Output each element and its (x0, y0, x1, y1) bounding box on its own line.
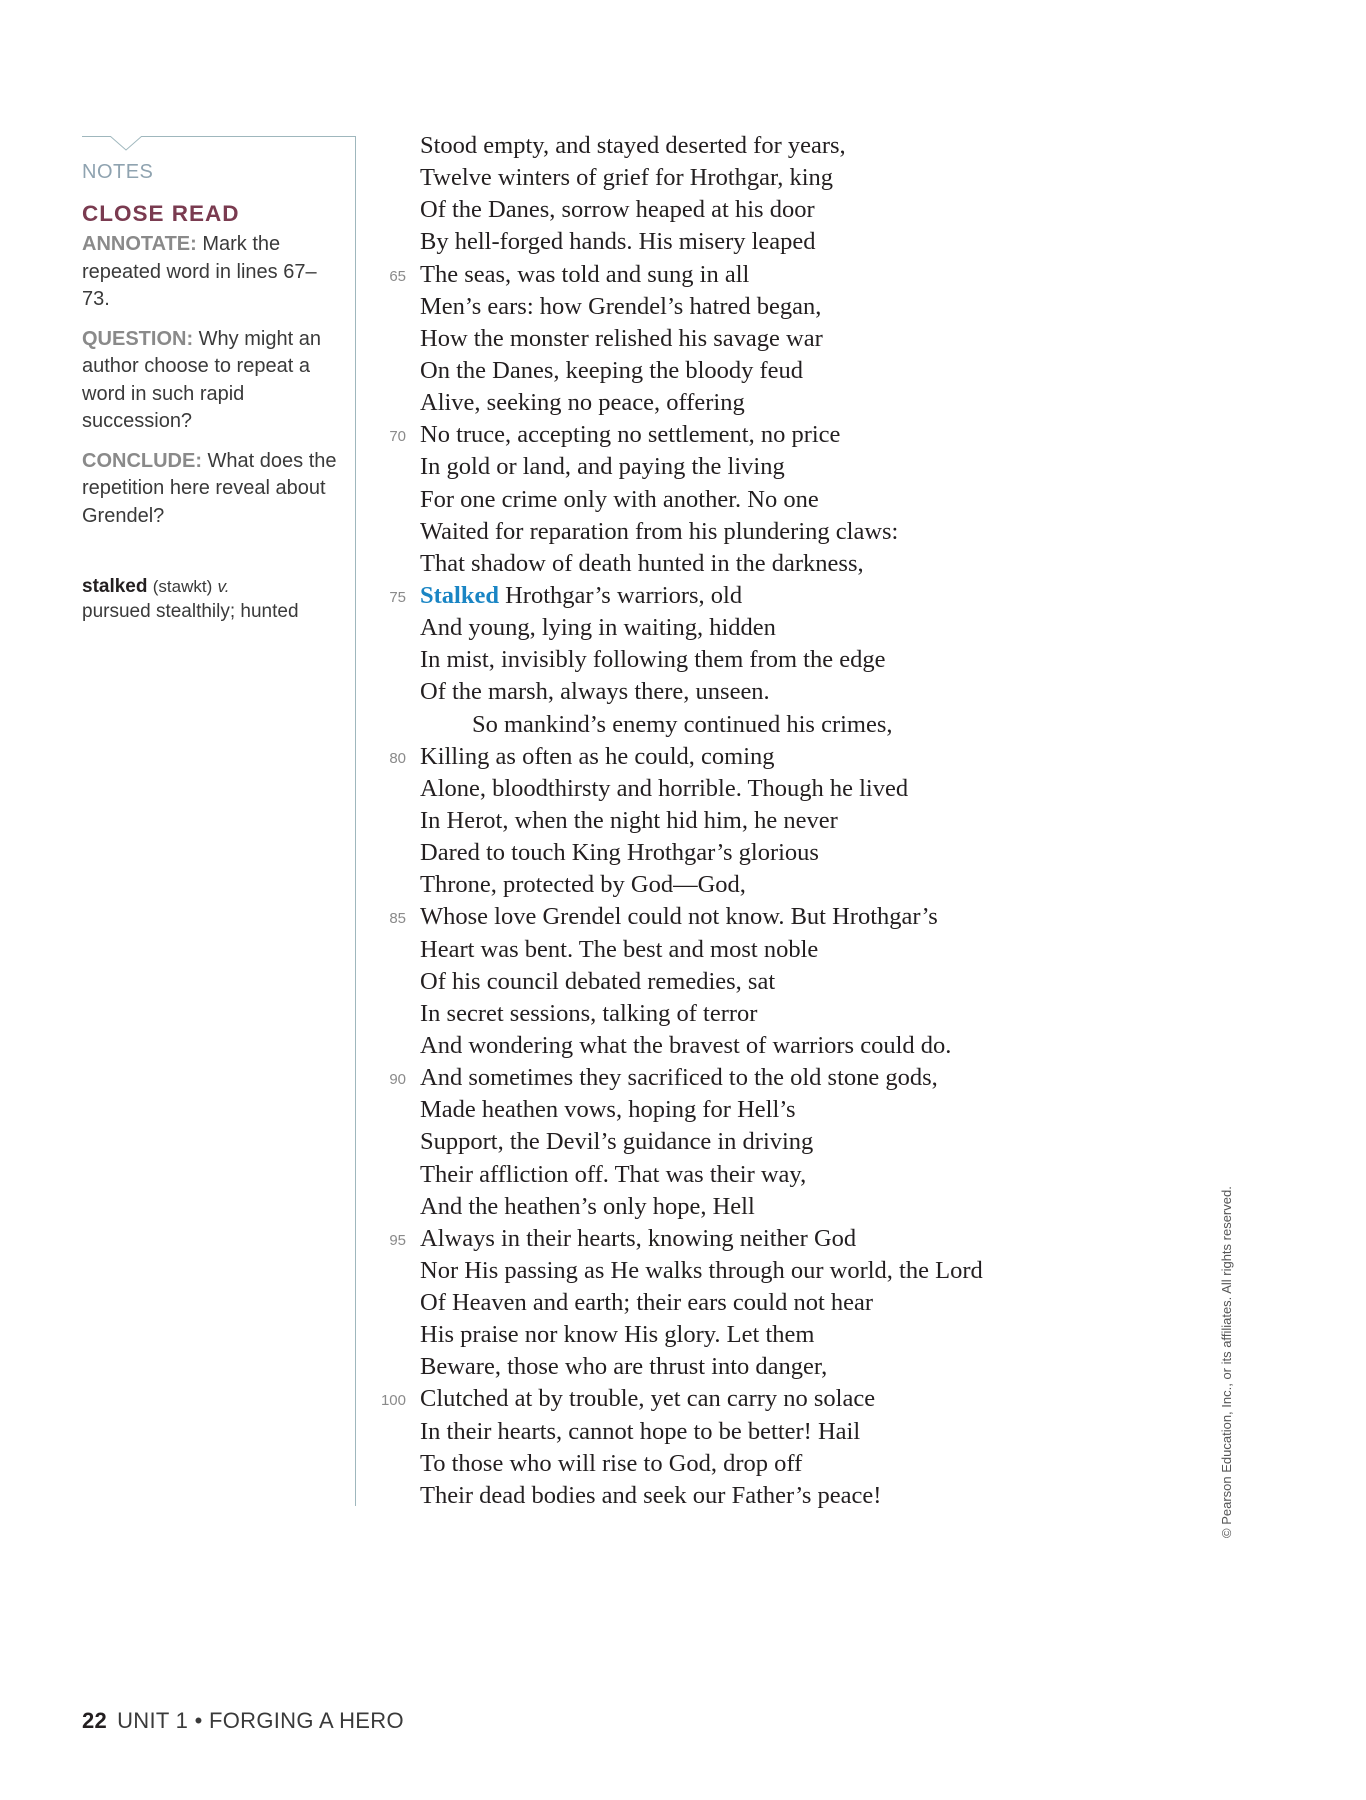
line-words: And sometimes they sacrificed to the old stone gods, (420, 1064, 938, 1092)
line-text (420, 1064, 938, 1091)
poem-line (380, 291, 1100, 323)
line-number: 75 (389, 588, 406, 606)
line-words: Beware, those who are thrust into danger, (420, 1353, 828, 1381)
close-read-panel (82, 201, 344, 624)
poem-text (380, 130, 1100, 1512)
line-text (420, 357, 803, 384)
poem-line (380, 548, 1100, 580)
poem-line (380, 1062, 1100, 1094)
poem-line (380, 1383, 1100, 1415)
line-text (420, 839, 819, 866)
line-text (420, 1096, 796, 1123)
poem-line (380, 580, 1100, 612)
line-text (420, 486, 819, 513)
line-text (420, 1128, 813, 1155)
line-number: 65 (389, 267, 406, 285)
line-text (420, 453, 785, 480)
page-number: 22 (82, 1708, 108, 1733)
line-words: Hrothgar’s warriors, old (498, 581, 743, 609)
poem-line (380, 1319, 1100, 1351)
notch-divider (110, 136, 142, 154)
line-words: And the heathen’s only hope, Hell (420, 1192, 755, 1220)
line-words: Clutched at by trouble, yet can carry no solace (420, 1385, 876, 1413)
poem-line (380, 1223, 1100, 1255)
line-text (420, 196, 815, 223)
line-words: Stood empty, and stayed deserted for years, (420, 132, 846, 159)
line-text (420, 711, 893, 738)
line-text (420, 164, 833, 191)
line-text (420, 421, 840, 448)
line-words: Their affliction off. That was their way, (420, 1160, 807, 1188)
prompt-label: QUESTION: (82, 327, 194, 350)
line-text (420, 550, 864, 577)
line-words: To those who will rise to God, drop off (420, 1449, 803, 1477)
line-words: Of his council debated remedies, sat (420, 967, 776, 995)
poem-line (380, 355, 1100, 387)
line-words: Of Heaven and earth; their ears could not hear (420, 1289, 874, 1317)
line-text (420, 775, 908, 802)
line-text (420, 1450, 802, 1477)
poem-line (380, 1126, 1100, 1158)
poem-line (380, 451, 1100, 483)
line-words: Support, the Devil’s guidance in driving (420, 1128, 814, 1156)
vocab-word: stalked (82, 576, 148, 597)
line-text (420, 132, 846, 159)
poem-line (380, 259, 1100, 291)
line-words: Nor His passing as He walks through our world, the Lord (420, 1256, 983, 1284)
line-text (420, 903, 938, 930)
poem-line (380, 901, 1100, 933)
line-number: 85 (389, 910, 406, 928)
line-words: Whose love Grendel could not know. But Hrothgar’s (420, 903, 938, 931)
line-words: In secret sessions, talking of terror (420, 999, 758, 1027)
poem-line (380, 676, 1100, 708)
line-text (420, 936, 818, 963)
vocab-part-of-speech: v. (217, 577, 230, 596)
line-text (420, 1321, 814, 1348)
line-number: 100 (380, 1392, 406, 1410)
poem-line (380, 1351, 1100, 1383)
line-text (420, 325, 823, 352)
line-number: 70 (389, 428, 406, 446)
line-text (420, 646, 885, 673)
poem-line (380, 998, 1100, 1030)
line-words: On the Danes, keeping the bloody feud (420, 356, 804, 384)
vocab-highlight[interactable]: Stalked (420, 581, 499, 609)
poem-line (380, 1287, 1100, 1319)
line-text (420, 1193, 755, 1220)
poem-line (380, 1448, 1100, 1480)
notes-label: NOTES (82, 161, 154, 183)
line-words: In their hearts, cannot hope to be better! Hail (420, 1417, 861, 1445)
poem-line (380, 805, 1100, 837)
line-words: Waited for reparation from his plundering claws: (420, 517, 899, 545)
poem-line (380, 516, 1100, 548)
line-words: Made heathen vows, hoping for Hell’s (420, 1096, 796, 1124)
line-words: How the monster relished his savage war (420, 324, 823, 352)
line-words: By hell-forged hands. His misery leaped (420, 228, 816, 256)
poem-line (380, 1255, 1100, 1287)
line-words: Men’s ears: how Grendel’s hatred began, (420, 292, 822, 320)
line-text (420, 1482, 881, 1509)
line-text (420, 1257, 983, 1284)
line-words: In gold or land, and paying the living (420, 453, 785, 481)
close-read-heading: CLOSE READ (82, 201, 240, 226)
line-words: Throne, protected by God—God, (420, 871, 746, 899)
poem-line (380, 323, 1100, 355)
poem-line (380, 1480, 1100, 1512)
prompt-text: Why might an author choose to repeat a word in such rapid succession? (82, 327, 321, 432)
poem-line (380, 1191, 1100, 1223)
line-words: Dared to touch King Hrothgar’s glorious (420, 839, 819, 867)
line-words: For one crime only with another. No one (420, 485, 819, 513)
page-footer (82, 1708, 404, 1734)
line-words: Twelve winters of grief for Hrothgar, king (420, 164, 833, 192)
conclude-prompt (82, 448, 344, 531)
poem-line (380, 1159, 1100, 1191)
line-words: His praise nor know His glory. Let them (420, 1321, 815, 1349)
line-text (420, 1032, 951, 1059)
line-text (420, 968, 775, 995)
line-words: And young, lying in waiting, hidden (420, 614, 776, 642)
unit-title: UNIT 1 • FORGING A HERO (117, 1708, 404, 1733)
line-words: Alive, seeking no peace, offering (420, 389, 745, 417)
poem-line (380, 966, 1100, 998)
line-text (420, 743, 775, 770)
prompt-text: What does the repetition here reveal about Grendel? (82, 449, 337, 527)
line-text (420, 1000, 757, 1027)
line-words: Heart was bent. The best and most noble (420, 935, 819, 963)
line-text (420, 871, 746, 898)
copyright-notice: © Pearson Education, Inc., or its affiliates. All rights reserved. (1219, 1186, 1234, 1538)
line-text (420, 261, 749, 288)
notes-sidebar (82, 136, 356, 1506)
line-text (420, 1161, 806, 1188)
poem-line (380, 741, 1100, 773)
poem-line (380, 837, 1100, 869)
poem-line (380, 484, 1100, 516)
line-text (420, 293, 821, 320)
line-text (420, 1418, 860, 1445)
line-words: So mankind’s enemy continued his crimes, (472, 710, 893, 738)
prompt-text: Mark the repeated word in lines 67–73. (82, 233, 317, 310)
poem-line (380, 934, 1100, 966)
poem-line (380, 612, 1100, 644)
question-prompt (82, 326, 344, 436)
vocab-entry (82, 574, 344, 624)
poem-line (380, 419, 1100, 451)
line-words: In Herot, when the night hid him, he never (420, 806, 838, 834)
line-words: Killing as often as he could, coming (420, 742, 775, 770)
line-text (420, 678, 770, 705)
line-words: In mist, invisibly following them from the edge (420, 646, 886, 674)
line-words: The seas, was told and sung in all (420, 260, 750, 288)
line-words: Their dead bodies and seek our Father’s peace! (420, 1481, 882, 1509)
line-text (420, 518, 898, 545)
poem-line (380, 130, 1100, 162)
poem-line (380, 1094, 1100, 1126)
vocab-pronunciation: (stawkt) (152, 577, 213, 596)
line-words: Always in their hearts, knowing neither God (420, 1224, 857, 1252)
line-text (420, 614, 776, 641)
poem-line (380, 644, 1100, 676)
poem-line (380, 869, 1100, 901)
vocab-definition: pursued stealthily; hunted (82, 601, 299, 622)
line-number: 80 (389, 749, 406, 767)
prompt-label: CONCLUDE: (82, 449, 202, 472)
poem-line (380, 387, 1100, 419)
line-text (420, 389, 745, 416)
line-text (420, 1385, 875, 1412)
poem-line (380, 162, 1100, 194)
line-text (420, 1225, 856, 1252)
poem-line (380, 226, 1100, 258)
prompt-label: ANNOTATE: (82, 233, 197, 255)
poem-line (380, 194, 1100, 226)
line-number: 90 (389, 1071, 406, 1089)
line-text (420, 1353, 827, 1380)
line-text (420, 807, 838, 834)
line-text (420, 228, 816, 255)
annotate-prompt (82, 231, 344, 314)
poem-line (380, 709, 1100, 741)
line-number: 95 (389, 1231, 406, 1249)
line-text (420, 582, 742, 609)
line-words: No truce, accepting no settlement, no price (420, 421, 841, 449)
line-words: Alone, bloodthirsty and horrible. Though he lived (420, 774, 909, 802)
line-words: That shadow of death hunted in the darkness, (420, 549, 864, 577)
line-words: And wondering what the bravest of warriors could do. (420, 1031, 952, 1059)
line-words: Of the Danes, sorrow heaped at his door (420, 196, 815, 224)
line-words: Of the marsh, always there, unseen. (420, 678, 770, 706)
poem-line (380, 1030, 1100, 1062)
poem-line (380, 773, 1100, 805)
line-text (420, 1289, 873, 1316)
poem-line (380, 1416, 1100, 1448)
